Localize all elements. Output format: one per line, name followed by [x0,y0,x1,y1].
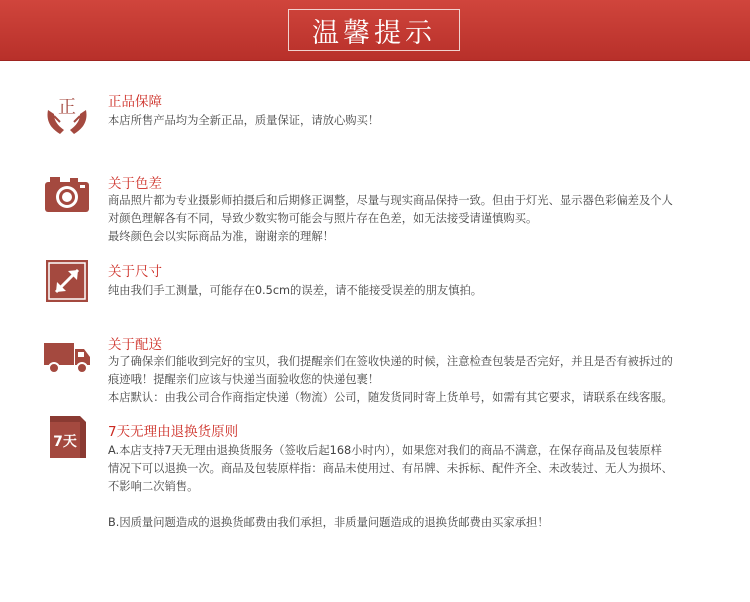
section-title: 正品保障 [108,94,162,110]
section-title: 7天无理由退换货原则 [108,424,239,440]
genuine-icon-label: 正 [58,97,76,118]
camera-icon [42,170,92,220]
body-line: 本店默认：由我公司合作商指定快递（物流）公司，随发货同时寄上货单号，如需有其它要求，请联系在线客服。 [108,391,673,404]
section-title: 关于色差 [108,176,162,192]
body-line: 痕迹哦！提醒亲们应该与快递当面验收您的快递包裹！ [108,373,380,386]
hands-genuine-icon [42,90,92,140]
body-line: 本店所售产品均为全新正品，质量保证，请放心购买！ [108,114,380,127]
header-banner [0,0,750,61]
body-line: 纯由我们手工测量，可能存在0.5cm的误差，请不能接受误差的朋友慎拍。 [108,284,483,297]
section-body [108,282,738,300]
body-line: 对颜色理解各有不同，导致少数实物可能会与照片存在色差，如无法接受请谨慎购买。 [108,212,538,225]
body-line: 情况下可以退换一次。商品及包装原样指：商品未使用过、有吊牌、未拆标、配件齐全、未改装过、无人为损坏、 [108,462,673,475]
section-title: 关于配送 [108,337,162,353]
calendar-icon-label: 7天 [53,434,77,450]
body-line: 为了确保亲们能收到完好的宝贝，我们提醒亲们在签收快递的时候，注意检查包装是否完好，并且是否有被拆过的 [108,355,673,368]
delivery-truck-icon [42,333,92,383]
section-body [108,353,738,407]
section-body [108,112,738,130]
banner-title-box [288,9,460,51]
body-line: 最终颜色会以实际商品为准，谢谢亲的理解！ [108,230,334,243]
section-title: 关于尺寸 [108,264,162,280]
resize-arrow-icon [42,256,92,306]
body-line: 商品照片都为专业摄影师拍摄后和后期修正调整，尽量与现实商品保持一致。但由于灯光、显示器色彩偏差及个人 [108,194,673,207]
page-title: 温馨提示 [312,17,436,49]
section-body [108,442,738,496]
section-note [108,514,738,532]
body-line: 不影响二次销售。 [108,480,199,493]
section-body [108,192,738,246]
body-line: B.因质量问题造成的退换货邮费由我们承担，非质量问题造成的退换货邮费由买家承担！ [108,516,549,529]
body-line: A.本店支持7天无理由退换货服务（签收后起168小时内），如果您对我们的商品不满意，在保存商品及包装原样 [108,444,662,457]
calendar-7-days-icon [42,412,92,462]
